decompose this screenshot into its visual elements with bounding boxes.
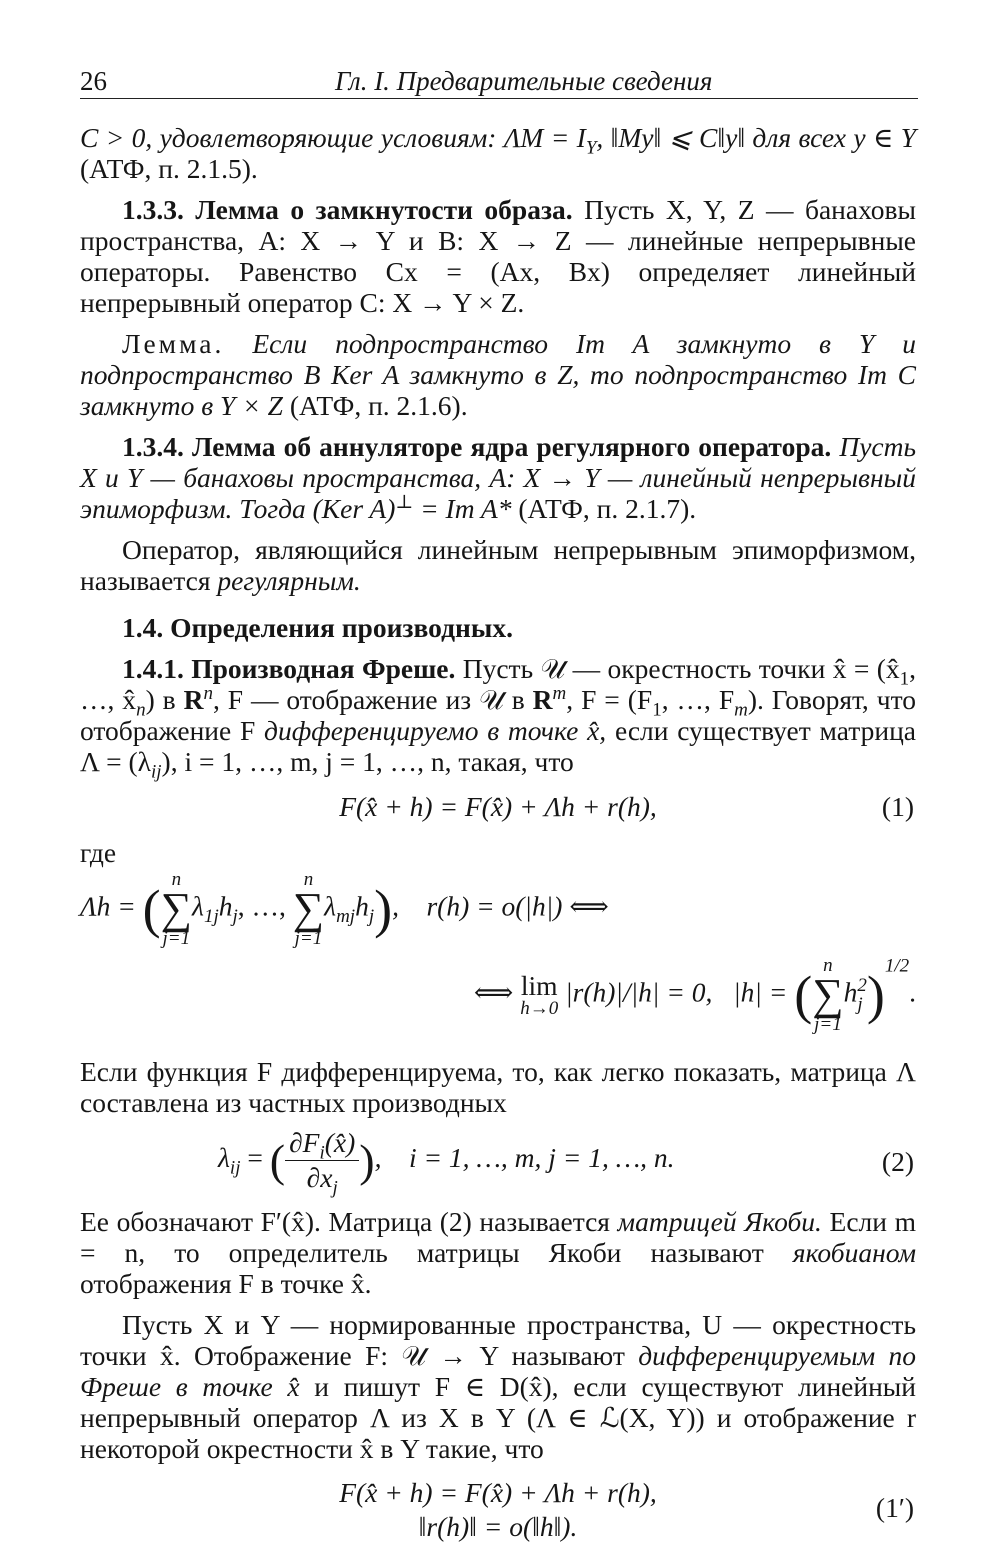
equation-lim — [80, 956, 916, 1050]
page-body — [80, 122, 916, 1550]
t: ) в — [145, 684, 184, 715]
t: ). Говорят, что отображение F — [80, 684, 916, 746]
t: и пишут F ∈ D(x̂), если существуют линейный непрерывный оператор Λ из X в Y (Λ ∈ ℒ(X, Y)) и отображение r некоторой окрестности x̂ в Y такие, что — [80, 1371, 916, 1464]
page-header — [80, 62, 918, 99]
page-number: 26 — [80, 66, 107, 96]
num: ∂F — [289, 1127, 320, 1158]
term: λ — [192, 890, 204, 922]
term-h: h — [355, 890, 369, 922]
sub: 1j — [203, 905, 219, 927]
num-rest: (x̂) — [324, 1127, 356, 1158]
paragraph-frechet — [80, 1309, 916, 1464]
t: , F = (F — [566, 684, 653, 715]
term: дифференцируемо в точке x̂, — [264, 715, 607, 746]
section-1-4 — [80, 612, 916, 643]
sum-bot: j=1 — [162, 928, 191, 949]
section-text: Пусть X, Y, Z — банаховы пространства, A: X → Y и B: X → Z — линейные непрерывные операторы. Равенство Cx = (Ax, Bx) определяет линейный непрерывный оператор C: X → Y × Z. — [80, 194, 916, 318]
lemma-label: Лемма. — [122, 328, 225, 359]
paren-open: ( — [269, 1134, 286, 1186]
sum-top: n — [171, 869, 182, 890]
formula-2: = Im A* — [413, 493, 512, 524]
paren-close: ) — [374, 879, 393, 939]
h-sup: 2 — [857, 975, 867, 996]
lim-expr: |r(h)|/|h| = 0, — [565, 976, 713, 1008]
equation-number: (1′) — [875, 1492, 914, 1523]
t: если существует матрица Λ = (λ — [80, 715, 916, 777]
t: ), i = 1, …, m, j = 1, …, n, такая, что — [161, 746, 574, 777]
formula-sup: ⊥ — [395, 491, 414, 513]
sum-top: n — [303, 869, 314, 890]
sum-top: n — [823, 955, 833, 976]
equation-number: (2) — [881, 1146, 914, 1177]
R-symbol: R — [532, 684, 553, 715]
term: матрицей Якоби. — [617, 1206, 822, 1237]
power: 1/2 — [884, 955, 910, 977]
eq-line-1: F(x̂ + h) = F(x̂) + Λh + r(h), — [339, 1477, 657, 1508]
lemma-1-3-3 — [80, 328, 916, 421]
lim-operator — [520, 969, 559, 1020]
sub: mj — [336, 905, 356, 927]
paragraph-jacobi-intro: Если функция F дифференцируема, то, как легко показать, матрица Λ составлена из частных производных — [80, 1056, 916, 1118]
term: якобианом — [792, 1237, 916, 1268]
lim-word: lim — [520, 969, 558, 1001]
t: , F — отображение из 𝒰 в — [212, 684, 533, 715]
h: h — [843, 976, 858, 1008]
section-title: 1.4.1. Производная Фреше. — [122, 653, 456, 684]
paren-close: ) — [359, 1134, 375, 1186]
eq-lhs: Λh = — [80, 890, 136, 922]
sum-symbol: n ∑ j=1 — [292, 869, 325, 949]
lemma-text: Если подпространство Im A замкнуто в Y и подпространство B Ker A замкнуто в Z, то подпространство Im C замкнуто в Y × Z — [80, 328, 916, 421]
term-h: h — [218, 890, 233, 922]
paren-open: ( — [794, 965, 813, 1025]
t: , …, x̂ — [80, 653, 916, 715]
regular-text: Оператор, являющийся линейным непрерывным эпиморфизмом, называется — [80, 534, 916, 596]
section-ref: (АТФ, п. 2.1.7). — [511, 493, 697, 524]
paren-close: ) — [866, 965, 885, 1025]
section-italic: Пусть X и Y — банаховы пространства, A: X → Y — линейный непрерывный эпиморфизм. Тогда — [80, 431, 916, 524]
equation-2: $\lambda_{ij}$ = ( $\frac{\partial F_i(x̂)}{\partial x_j}$ ), i = 1, …, m, j = 1, …, n. (2) — [218, 1127, 914, 1199]
eq-line-2: ‖r(h)‖ = o(‖h‖). — [418, 1511, 578, 1542]
norm-def: |h| = — [733, 976, 788, 1008]
t: , …, F — [661, 684, 735, 715]
equation-lambda-h: Λh = ( n ∑ j=1 $\lambda_{1j}h_j$, …, n ∑ j=1 $\lambda_{mj}h_j$), r(h) = o(|h|) ⟺ — [80, 869, 609, 949]
section-1-3-4 — [80, 431, 916, 524]
sum-bot: j=1 — [294, 928, 323, 949]
section-title: 1.3.3. Лемма о замкнутости образа. — [122, 194, 573, 225]
t: Пусть X и Y — нормированные пространства, U — окрестность точки x̂. Отображение F: 𝒰 → Y называют — [80, 1309, 916, 1371]
p1-ref: (АТФ, п. 2.1.5). — [80, 153, 258, 184]
where-label: где — [80, 837, 117, 868]
den: ∂x — [306, 1162, 333, 1194]
end-dot: . — [909, 976, 916, 1008]
lhs: λ — [218, 1142, 230, 1174]
section-title: 1.4. Определения производных. — [122, 612, 513, 643]
t: Если m = n, то определитель матрицы Якоби называют — [80, 1206, 916, 1268]
lhs-sub: ij — [229, 1157, 241, 1179]
R-symbol: R — [183, 684, 204, 715]
running-head: Гл. I. Предварительные сведения — [335, 66, 713, 96]
t: Пусть 𝒰 — окрестность точки x̂ = (x̂ — [455, 653, 900, 684]
t: Ее обозначают F′(x̂). Матрица (2) называется — [80, 1206, 618, 1237]
p1-sub: Y — [585, 137, 597, 159]
paren-open: ( — [142, 879, 161, 939]
paragraph-jacobi — [80, 1206, 916, 1299]
lim-sub: h→0 — [520, 998, 559, 1020]
paragraph-regular — [80, 534, 916, 596]
p1-text-2: , ‖My‖ ⩽ C‖y‖ для всех y ∈ Y — [596, 122, 916, 153]
sum-symbol: n ∑ j=1 — [160, 869, 193, 949]
eq-rest: r(h) = o(|h|) ⟺ — [426, 890, 609, 922]
term: λ — [324, 890, 337, 922]
section-1-3-3 — [80, 194, 916, 318]
formula: (Ker A) — [305, 493, 396, 524]
den-sub: j — [332, 1177, 338, 1199]
dots: , …, — [237, 890, 293, 922]
equation-number: (1) — [881, 791, 914, 822]
lemma-ref: (АТФ, п. 2.1.6). — [282, 390, 468, 421]
equation-1-prime — [80, 1470, 916, 1550]
section-1-4-1: 1.4.1. Производная Фреше. Пусть 𝒰 — окрестность точки x̂ = ($x̂_1$, …, $x̂_n$) в $R^n$, F — отображение из 𝒰 в $R^m$, $F = (F_1$, …, $F_m$). Говорят, что отображение F дифференцируемо в точке x̂, если существует матрица $\Lambda = (\lambda_{ij})$, i = 1, …, m, j = 1, …, n, такая, что — [80, 653, 916, 783]
term: дифференцируемым по Фреше в точке x̂ — [80, 1340, 916, 1402]
paragraph-continuation — [80, 122, 916, 184]
sum-symbol: n ∑ j=1 — [812, 955, 844, 1035]
num-sub: i — [319, 1142, 325, 1164]
p1-text: C > 0, удовлетворяющие условиям: ΛM = I — [80, 122, 586, 153]
equation-body: F(x̂ + h) = F(x̂) + Λh + r(h), — [339, 791, 657, 822]
equation-1 — [80, 785, 916, 829]
iff-arrow: ⟺ — [473, 976, 514, 1008]
t: отображения F в точке x̂. — [80, 1268, 372, 1299]
h-sub: j — [857, 994, 863, 1015]
partial-fraction — [285, 1127, 359, 1199]
regular-term: регулярным. — [217, 565, 361, 596]
eq-rest: i = 1, …, m, j = 1, …, n. — [408, 1142, 675, 1174]
sum-bot: j=1 — [814, 1014, 842, 1035]
section-title: 1.3.4. Лемма об аннуляторе ядра регулярного оператора. — [122, 431, 832, 462]
